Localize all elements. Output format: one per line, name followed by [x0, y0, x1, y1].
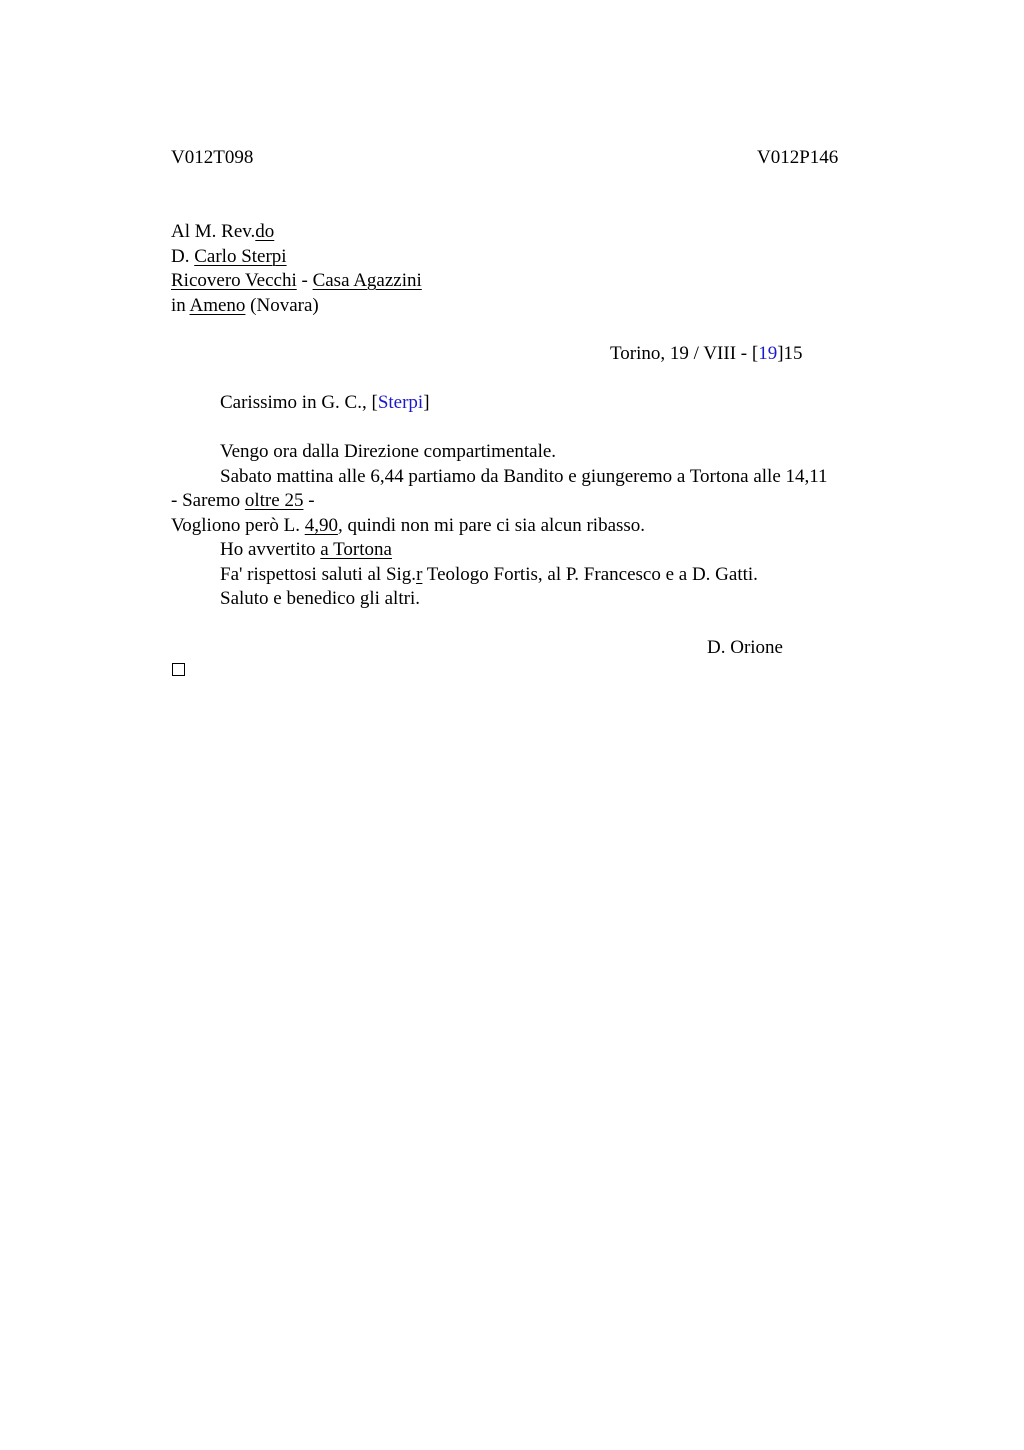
address-line-2	[171, 245, 422, 270]
body-text: - Saremo	[171, 490, 245, 511]
salutation-text: Carissimo in G. C., [	[220, 392, 378, 413]
address-underlined: do	[255, 221, 275, 242]
date-text: ]15	[777, 343, 803, 364]
letter-date	[610, 342, 803, 367]
recipient-name: Carlo Sterpi	[194, 245, 287, 267]
salutation-editorial-insert: Sterpi	[377, 392, 424, 413]
address-province: (Novara)	[245, 294, 319, 316]
document-code-right: V012P146	[757, 147, 839, 168]
body-paragraph	[171, 563, 891, 588]
body-paragraph: Vengo ora dalla Direzione compartimentale.	[220, 441, 557, 462]
body-line	[171, 489, 891, 514]
address-line-1	[171, 220, 422, 245]
address-town: Ameno	[189, 294, 246, 316]
body-paragraph: Saluto e benedico gli altri.	[220, 588, 420, 609]
body-underlined: oltre 25	[244, 490, 304, 511]
address-institution: Ricovero Vecchi	[171, 270, 297, 291]
salutation-text: ]	[423, 392, 430, 413]
address-block	[171, 220, 422, 318]
date-text: Torino, 19 / VIII - [	[610, 343, 759, 364]
body-text: -	[303, 490, 315, 511]
address-text: D.	[171, 245, 195, 267]
body-text: Teologo Fortis, al P. Francesco e a D. Gatti.	[422, 563, 758, 585]
address-text: Al M. Rev.	[171, 221, 256, 242]
body-text: , quindi non mi pare ci sia alcun ribasso.	[337, 514, 646, 536]
body-text: Ho avvertito	[220, 539, 321, 560]
letter-body	[171, 440, 891, 612]
address-line-3	[171, 269, 422, 294]
body-text: Vogliono però L.	[171, 514, 305, 536]
address-line-4	[171, 294, 422, 319]
address-text: in	[171, 294, 190, 316]
address-separator: -	[296, 270, 313, 291]
signature: D. Orione	[707, 637, 783, 658]
body-underlined: a Tortona	[320, 539, 392, 560]
body-paragraph: Sabato mattina alle 6,44 partiamo da Bandito e giungeremo a Tortona alle 14,11	[220, 465, 828, 487]
salutation	[220, 391, 430, 416]
body-paragraph	[171, 538, 891, 563]
body-text: Fa' rispettosi saluti al Sig.	[220, 563, 417, 585]
body-line	[171, 514, 891, 539]
document-code-left: V012T098	[171, 147, 254, 168]
date-editorial-insert: 19	[758, 343, 778, 364]
body-underlined: 4,90	[304, 514, 338, 536]
address-house: Casa Agazzini	[312, 270, 422, 291]
body-underlined: r	[416, 563, 423, 585]
checkbox-icon	[172, 663, 185, 676]
